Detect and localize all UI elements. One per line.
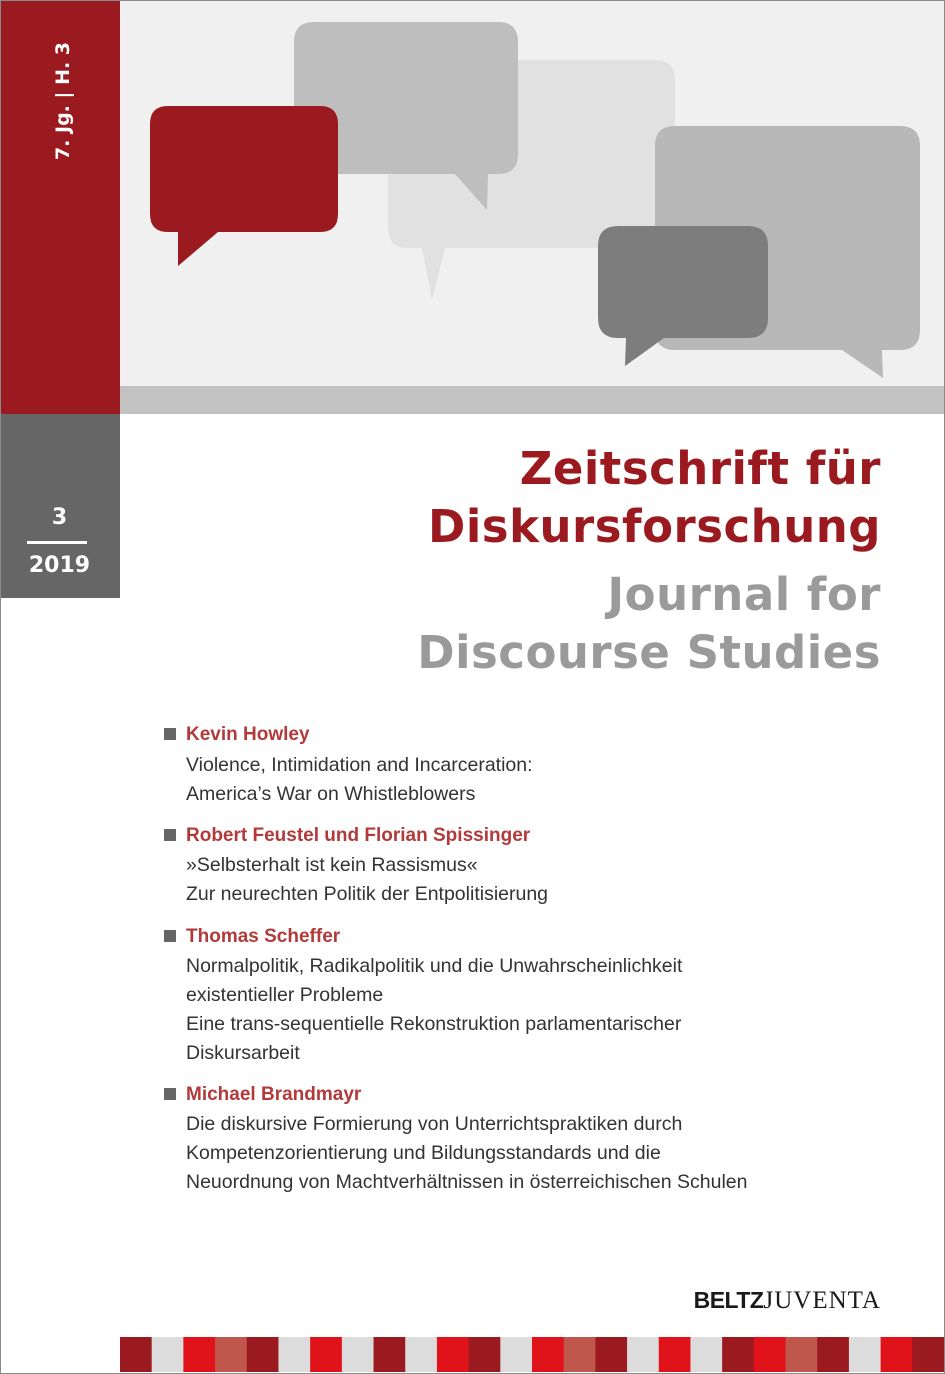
article-author: Thomas Scheffer — [186, 926, 341, 947]
stripe-segment — [437, 1337, 469, 1372]
article-title-line: existentieller Probleme — [186, 984, 384, 1006]
stripe-segment — [215, 1337, 247, 1372]
stripe-segment — [500, 1337, 532, 1372]
stripe-segment — [849, 1337, 881, 1372]
stripe-segment — [627, 1337, 659, 1372]
article-title-line: Violence, Intimidation and Incarceration: — [186, 754, 533, 776]
speech-bubble-red — [150, 106, 338, 266]
publisher-logo — [694, 1287, 881, 1315]
stripe-segment — [817, 1337, 849, 1372]
stripe-segment — [342, 1337, 374, 1372]
article-title-line: America’s War on Whistleblowers — [186, 783, 476, 805]
issue-year: 2019 — [28, 553, 91, 578]
article-title-line: Kompetenzorientierung und Bildungsstandards und die — [186, 1142, 661, 1164]
stripe-segment — [659, 1337, 691, 1372]
stripe-segment — [405, 1337, 437, 1372]
stripe-segment — [595, 1337, 627, 1372]
journal-title-english — [417, 566, 881, 682]
publisher-name-part1: BELTZ — [693, 1287, 764, 1313]
article-title-line: Die diskursive Formierung von Unterrichtspraktiken durch — [186, 1113, 683, 1135]
article-author: Kevin Howley — [186, 724, 310, 745]
stripe-segment — [881, 1337, 913, 1372]
stripe-segment — [722, 1337, 754, 1372]
stripe-segment — [152, 1337, 184, 1372]
stripe-segment — [183, 1337, 215, 1372]
stripe-segment — [786, 1337, 818, 1372]
publisher-name-part2: JUVENTA — [763, 1287, 881, 1314]
journal-title-german — [428, 440, 881, 556]
issue-number: 3 — [51, 505, 68, 530]
bullet-square-icon — [164, 930, 176, 942]
article-title-line: Eine trans-sequentielle Rekonstruktion parlamentarischer — [186, 1013, 682, 1035]
article-title-line: »Selbsterhalt ist kein Rassismus« — [186, 854, 478, 876]
stripe-segment — [532, 1337, 564, 1372]
title-en-line-1: Journal for — [607, 568, 881, 621]
article-author: Robert Feustel und Florian Spissinger — [186, 825, 531, 846]
stripe-segment — [374, 1337, 406, 1372]
article-title-line: Zur neurechten Politik der Entpolitisierung — [186, 883, 549, 905]
bullet-square-icon — [164, 1088, 176, 1100]
speech-bubbles-illustration — [0, 0, 945, 420]
stripe-segment — [310, 1337, 342, 1372]
color-stripe — [120, 1337, 944, 1372]
volume-label: 7. Jg. | H. 3 — [52, 41, 74, 161]
article-title-line: Normalpolitik, Radikalpolitik und die Unwahrscheinlichkeit — [186, 955, 683, 977]
article-title-line: Neuordnung von Machtverhältnissen in österreichischen Schulen — [186, 1171, 748, 1193]
stripe-segment — [690, 1337, 722, 1372]
title-en-line-2: Discourse Studies — [417, 626, 881, 679]
stripe-segment — [120, 1337, 152, 1372]
stripe-segment — [754, 1337, 786, 1372]
stripe-segment — [912, 1337, 944, 1372]
title-de-line-2: Diskursforschung — [428, 500, 881, 553]
stripe-segment — [278, 1337, 310, 1372]
bullet-square-icon — [164, 829, 176, 841]
stripe-segment — [564, 1337, 596, 1372]
stripe-segment — [247, 1337, 279, 1372]
article-title-line: Diskursarbeit — [186, 1042, 300, 1064]
article-author: Michael Brandmayr — [186, 1084, 362, 1105]
bullet-square-icon — [164, 728, 176, 740]
issue-divider — [27, 541, 87, 544]
spine-red-block — [1, 1, 120, 414]
title-de-line-1: Zeitschrift für — [519, 442, 881, 495]
stripe-segment — [469, 1337, 501, 1372]
